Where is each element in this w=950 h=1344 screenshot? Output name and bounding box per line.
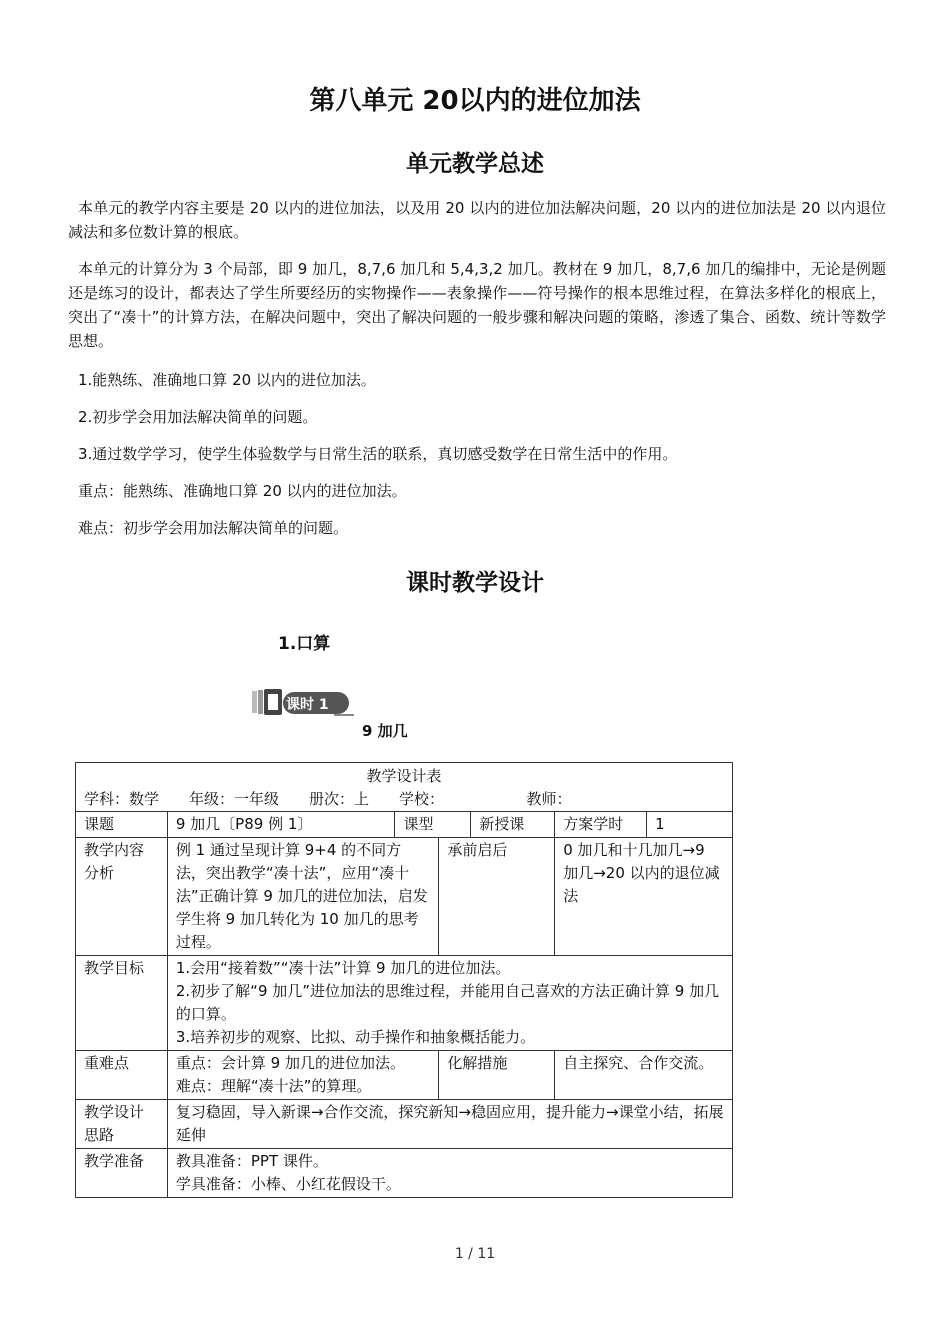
value-continuity: 承前启后	[439, 838, 555, 956]
difficult-point-cell: 难点：理解“凑十法”的算理。	[175, 1077, 372, 1095]
teaching-design-table	[75, 762, 733, 1198]
document-title: 第八单元 20以内的进位加法	[309, 86, 641, 116]
label-content-analysis: 教学内容分析	[76, 838, 168, 956]
goal-item-2: 2.初步学会用加法解决简单的问题。	[78, 408, 318, 426]
table-caption: 教学设计表	[366, 767, 442, 785]
label-planned-hours: 方案学时	[555, 812, 647, 838]
lesson-badge-label: 课时 1	[286, 697, 329, 713]
paragraph-computation: 本单元的计算分为 3 个局部，即 9 加几，8,7,6 加几和 5,4,3,2 加几。教材在 9 加几，8,7,6 加几的编排中，无论是例题还是练习的设计，都表达了学生所要经历的实物操作——表象操作——符号操作的根本思维过程，在算法多样化的根底上，突出了“凑十”的计算方法，在解决问题中，突出了解决问题的一般步骤和解决问题的策略，渗透了集合、函数、统计等数学思想。	[68, 260, 886, 350]
value-sequence: 0 加几和十几加几→9 加几→20 以内的退位减法	[555, 838, 733, 956]
paragraph-overview: 本单元的教学内容主要是 20 以内的进位加法，以及用 20 以内的进位加法解决问题，20 以内的进位加法是 20 以内退位减法和多位数计算的根底。	[68, 199, 886, 241]
lesson-badge	[250, 688, 356, 718]
objective-3: 3.培养初步的观察、比拟、动手操作和抽象概括能力。	[175, 1028, 536, 1046]
table-meta: 学科：数学 年级：一年级 册次：上 学校： 教师：	[84, 790, 572, 808]
goal-item-3: 3.通过数学学习，使学生体验数学与日常生活的联系，真切感受数学在日常生活中的作用。	[78, 445, 678, 463]
label-key-difficult: 重难点	[76, 1051, 168, 1100]
section-title-lesson-design: 课时教学设计	[406, 570, 544, 596]
section-title-unit-overview: 单元教学总述	[406, 151, 544, 177]
goal-item-1: 1.能熟练、准确地口算 20 以内的进位加法。	[78, 371, 376, 389]
key-point-cell: 重点：会计算 9 加几的进位加法。	[175, 1054, 405, 1072]
page-number: 1 / 11	[454, 1246, 496, 1262]
objective-1: 1.会用“接着数”“凑十法”计算 9 加几的进位加法。	[175, 959, 511, 977]
objective-2: 2.初步了解“9 加几”进位加法的思维过程，并能用自己喜欢的方法正确计算 9 加几的口算。	[175, 982, 720, 1023]
value-planned-hours: 1	[647, 812, 733, 838]
student-materials: 学具准备：小棒、小红花假设干。	[175, 1175, 401, 1193]
difficulty-point: 难点：初步学会用加法解决简单的问题。	[78, 519, 349, 537]
subsection-title: 1.口算	[278, 634, 331, 654]
value-topic: 9 加几〔P89 例 1〕	[167, 812, 395, 838]
teacher-materials: 教具准备：PPT 课件。	[175, 1152, 328, 1170]
label-resolution: 化解措施	[439, 1051, 555, 1100]
value-lesson-type: 新授课	[471, 812, 555, 838]
value-content-analysis: 例 1 通过呈现计算 9+4 的不同方法，突出教学“凑十法”，应用“凑十法”正确计算 9 加几的进位加法，启发学生将 9 加几转化为 10 加几的思考过程。	[167, 838, 439, 956]
label-objectives: 教学目标	[76, 956, 168, 1051]
label-topic: 课题	[76, 812, 168, 838]
lesson-title: 9 加几	[362, 722, 408, 740]
label-lesson-type: 课型	[395, 812, 471, 838]
value-design-approach: 复习稳固，导入新课→合作交流，探究新知→稳固应用，提升能力→课堂小结，拓展延伸	[167, 1100, 732, 1149]
value-resolution: 自主探究、合作交流。	[555, 1051, 733, 1100]
key-point: 重点：能熟练、准确地口算 20 以内的进位加法。	[78, 482, 407, 500]
label-design-approach: 教学设计思路	[76, 1100, 168, 1149]
label-preparation: 教学准备	[76, 1149, 168, 1198]
